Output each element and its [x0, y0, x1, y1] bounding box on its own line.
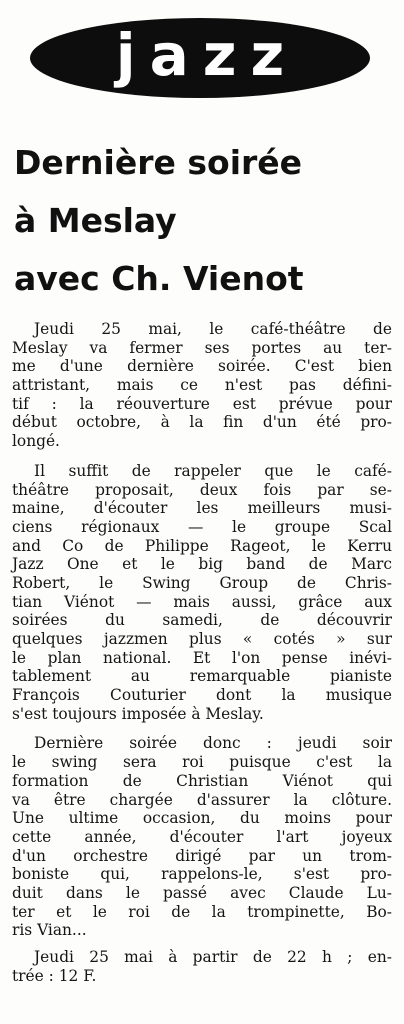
text-line: Il suffit de rappeler que le café- — [34, 461, 392, 480]
section-rubric-banner — [30, 18, 370, 98]
text-line: François Couturier dont la musique — [12, 686, 392, 705]
article-paragraph — [12, 320, 392, 451]
text-line: Jeudi 25 mai à partir de 22 h ; en- — [34, 948, 392, 966]
text-line: début octobre, à la fin d'un été pro- — [12, 413, 392, 432]
text-line: attristant, mais ce n'est pas défini- — [12, 376, 392, 395]
text-line: le plan national. Et l'on pense inévi- — [12, 648, 392, 667]
text-line: ciens régionaux — le groupe Scal — [12, 517, 392, 536]
text-line: longé. — [12, 432, 60, 451]
text-line: tif : la réouverture est prévue pour — [12, 394, 392, 413]
text-line: va être chargée d'assurer la clôture. — [12, 790, 392, 809]
text-line: Dernière soirée donc : jeudi soir — [34, 734, 392, 753]
text-line: quelques jazzmen plus « cotés » sur — [12, 630, 392, 648]
section-rubric-label: jazz — [115, 21, 299, 89]
text-line: le swing sera roi puisque c'est la — [12, 753, 392, 772]
article-paragraph — [12, 948, 392, 985]
text-line: d'un orchestre dirigé par un trom- — [12, 846, 392, 865]
text-line: cette année, d'écouter l'art joyeux — [12, 827, 392, 846]
text-line: boniste qui, rappelons-le, s'est pro- — [12, 865, 392, 884]
headline-line: Dernière soirée — [14, 143, 303, 182]
text-line: Jazz One et le big band de Marc — [12, 555, 392, 574]
text-line: formation de Christian Viénot qui — [12, 771, 392, 790]
text-line: Jeudi 25 mai, le café-théâtre de — [34, 320, 392, 338]
text-line: Une ultime occasion, du moins pour — [12, 809, 392, 828]
text-line: maine, d'écouter les meilleurs musi- — [12, 499, 392, 518]
text-line: s'est toujours imposée à Meslay. — [12, 704, 264, 723]
text-line: duit dans le passé avec Claude Lu- — [12, 883, 392, 902]
text-line: and Co de Philippe Rageot, le Kerru — [12, 536, 392, 555]
text-line: soirées du samedi, de découvrir — [12, 611, 392, 630]
text-line: théâtre proposait, deux fois par se- — [12, 480, 392, 499]
text-line: ter et le roi de la trompinette, Bo- — [12, 902, 392, 921]
article-paragraph — [12, 462, 392, 724]
text-line: tian Viénot — mais aussi, grâce aux — [12, 592, 392, 611]
article-paragraph — [12, 734, 392, 940]
text-line: me d'une dernière soirée. C'est bien — [12, 357, 392, 376]
text-line: trée : 12 F. — [12, 966, 97, 985]
article-body — [12, 320, 392, 996]
text-line: ris Vian... — [12, 921, 87, 940]
article-headline — [14, 134, 394, 308]
headline-line: à Meslay — [14, 201, 177, 240]
headline-line: avec Ch. Vienot — [14, 259, 304, 298]
text-line: tablement au remarquable pianiste — [12, 667, 392, 686]
text-line: Meslay va fermer ses portes au ter- — [12, 338, 392, 357]
text-line: Robert, le Swing Group de Chris- — [12, 573, 392, 592]
